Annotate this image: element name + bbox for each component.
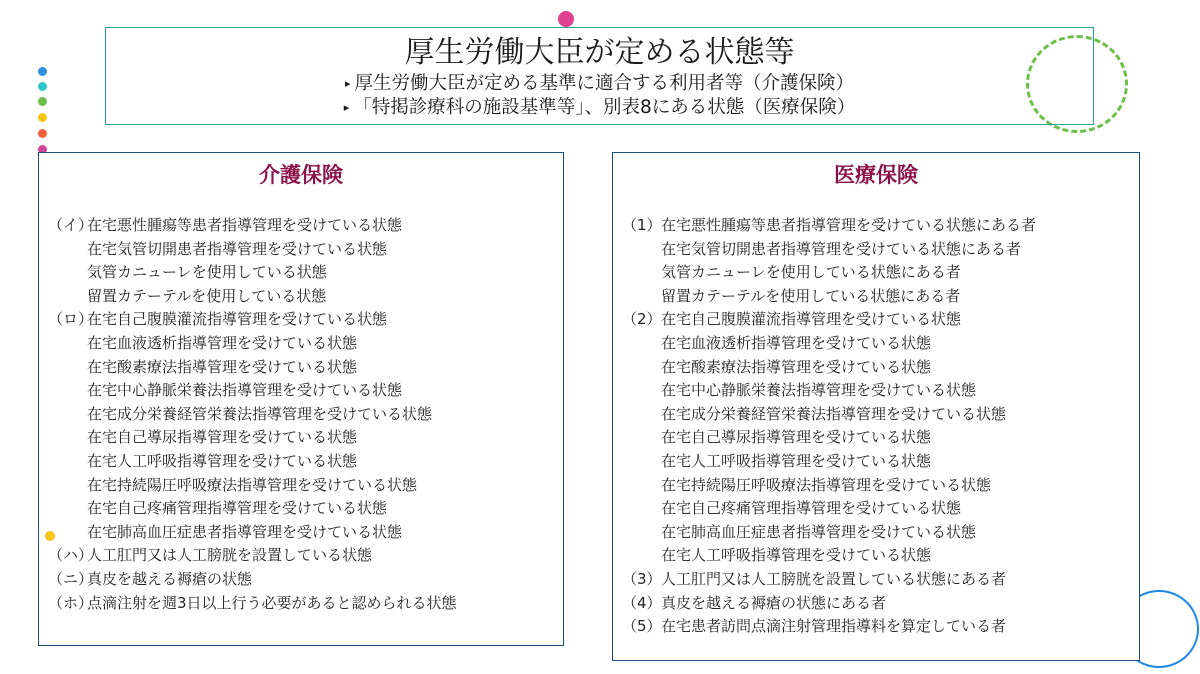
- list-item: [622, 615, 1036, 639]
- list-item: [622, 332, 1036, 356]
- list-item: [48, 308, 457, 332]
- subtitle-line-1: [106, 72, 1093, 96]
- title-box: [105, 27, 1094, 125]
- list-item: [622, 403, 1036, 427]
- item-text: 留置カテーテルを使用している状態: [87, 286, 327, 305]
- list-item: [48, 261, 457, 285]
- kaigo-list: [48, 214, 457, 615]
- item-text: 在宅自己疼痛管理指導管理を受けている状態: [661, 499, 962, 518]
- list-item: [48, 379, 457, 403]
- list-item: [48, 592, 457, 616]
- decorative-dot-3: [38, 97, 47, 106]
- item-text: 真皮を越える褥瘡の状態にある者: [661, 593, 887, 612]
- item-mark: （ニ）: [48, 569, 94, 588]
- list-item: [48, 214, 457, 238]
- list-item: [48, 332, 457, 356]
- item-text: 点滴注射を週3日以上行う必要があると認められる状態: [87, 593, 457, 612]
- list-item: [622, 285, 1036, 309]
- subtitle-text-2: 「特掲診療科の施設基準等」、別表8にある状態（医療保険）: [353, 97, 856, 118]
- list-item: [48, 285, 457, 309]
- item-text: 在宅自己疼痛管理指導管理を受けている状態: [87, 499, 388, 518]
- item-mark: （ハ）: [48, 546, 94, 565]
- list-item: [48, 238, 457, 262]
- decorative-dot-2: [38, 82, 47, 91]
- item-text: 人工肛門又は人工膀胱を設置している状態にある者: [661, 569, 1007, 588]
- list-item: [622, 497, 1036, 521]
- item-text: 在宅持続陽圧呼吸療法指導管理を受けている状態: [87, 475, 418, 494]
- item-text: 在宅気管切開患者指導管理を受けている状態: [87, 239, 388, 258]
- list-item: [48, 356, 457, 380]
- item-text: 在宅持続陽圧呼吸療法指導管理を受けている状態: [661, 475, 992, 494]
- item-text: 在宅酸素療法指導管理を受けている状態: [661, 357, 932, 376]
- item-mark: （3）: [622, 569, 662, 588]
- list-item: [622, 592, 1036, 616]
- iryo-heading: 医療保険: [834, 163, 918, 187]
- item-text: 気管カニューレを使用している状態: [87, 263, 327, 282]
- list-item: [622, 238, 1036, 262]
- list-item: [48, 450, 457, 474]
- decorative-dot-5: [38, 129, 47, 138]
- item-text: 在宅患者訪問点滴注射管理指導料を算定している者: [661, 617, 1007, 636]
- kaigo-heading: 介護保険: [259, 163, 343, 187]
- list-item: [622, 474, 1036, 498]
- item-mark: （イ）: [48, 216, 94, 234]
- list-item: [622, 356, 1036, 380]
- decorative-yellow-dot: [45, 531, 55, 541]
- item-text: 人工肛門又は人工膀胱を設置している状態: [87, 546, 373, 565]
- item-mark: （ホ）: [48, 593, 94, 612]
- item-text: 在宅成分栄養経管栄養法指導管理を受けている状態: [661, 404, 1007, 423]
- kaigo-panel: [38, 152, 564, 646]
- decorative-dot-4: [38, 113, 47, 122]
- list-item: [48, 426, 457, 450]
- list-item: [48, 403, 457, 427]
- list-item: [48, 568, 457, 592]
- item-text: 在宅成分栄養経管栄養法指導管理を受けている状態: [87, 404, 433, 423]
- item-text: 在宅自己腹膜灌流指導管理を受けている状態: [87, 310, 388, 329]
- list-item: [48, 474, 457, 498]
- item-text: 真皮を越える褥瘡の状態: [87, 569, 253, 588]
- triangle-bullet-icon: ▸: [344, 77, 351, 90]
- list-item: [48, 497, 457, 521]
- list-item: [622, 426, 1036, 450]
- item-mark: （1）: [622, 216, 662, 234]
- item-text: 在宅肺高血圧症患者指導管理を受けている状態: [661, 522, 977, 541]
- subtitle-text-1: 厚生労働大臣が定める基準に適合する利用者等（介護保険）: [354, 73, 855, 94]
- item-text: 在宅血液透析指導管理を受けている状態: [87, 333, 358, 352]
- triangle-bullet-icon: ▸: [343, 101, 350, 114]
- item-text: 在宅自己導尿指導管理を受けている状態: [661, 428, 932, 447]
- list-item: [622, 521, 1036, 545]
- item-text: 在宅人工呼吸指導管理を受けている状態: [661, 451, 932, 470]
- list-item: [622, 450, 1036, 474]
- item-text: 在宅人工呼吸指導管理を受けている状態: [661, 546, 932, 565]
- iryo-panel: [612, 152, 1140, 661]
- list-item: [622, 308, 1036, 332]
- item-text: 在宅悪性腫瘍等患者指導管理を受けている状態にある者: [661, 216, 1037, 234]
- item-text: 留置カテーテルを使用している状態にある者: [661, 286, 961, 305]
- item-text: 在宅血液透析指導管理を受けている状態: [661, 333, 932, 352]
- item-mark: （4）: [622, 593, 662, 612]
- item-text: 在宅酸素療法指導管理を受けている状態: [87, 357, 358, 376]
- list-item: [622, 379, 1036, 403]
- item-text: 在宅人工呼吸指導管理を受けている状態: [87, 451, 358, 470]
- item-text: 気管カニューレを使用している状態にある者: [661, 263, 961, 282]
- item-mark: （ロ）: [48, 310, 94, 329]
- decorative-dot-1: [38, 67, 47, 76]
- item-text: 在宅悪性腫瘍等患者指導管理を受けている状態: [87, 216, 403, 234]
- list-item: [622, 261, 1036, 285]
- page-title: 厚生労働大臣が定める状態等: [404, 35, 795, 70]
- item-text: 在宅肺高血圧症患者指導管理を受けている状態: [87, 522, 403, 541]
- item-text: 在宅気管切開患者指導管理を受けている状態にある者: [661, 239, 1022, 258]
- item-text: 在宅中心静脈栄養法指導管理を受けている状態: [661, 381, 977, 400]
- list-item: [622, 214, 1036, 238]
- item-text: 在宅中心静脈栄養法指導管理を受けている状態: [87, 381, 403, 400]
- item-text: 在宅自己腹膜灌流指導管理を受けている状態: [661, 310, 962, 329]
- item-mark: （2）: [622, 310, 662, 329]
- list-item: [48, 544, 457, 568]
- iryo-list: [622, 214, 1036, 639]
- list-item: [48, 521, 457, 545]
- list-item: [622, 568, 1036, 592]
- item-mark: （5）: [622, 617, 662, 636]
- item-text: 在宅自己導尿指導管理を受けている状態: [87, 428, 358, 447]
- list-item: [622, 544, 1036, 568]
- subtitle-line-2: [106, 96, 1093, 120]
- decorative-pink-dot: [558, 11, 574, 27]
